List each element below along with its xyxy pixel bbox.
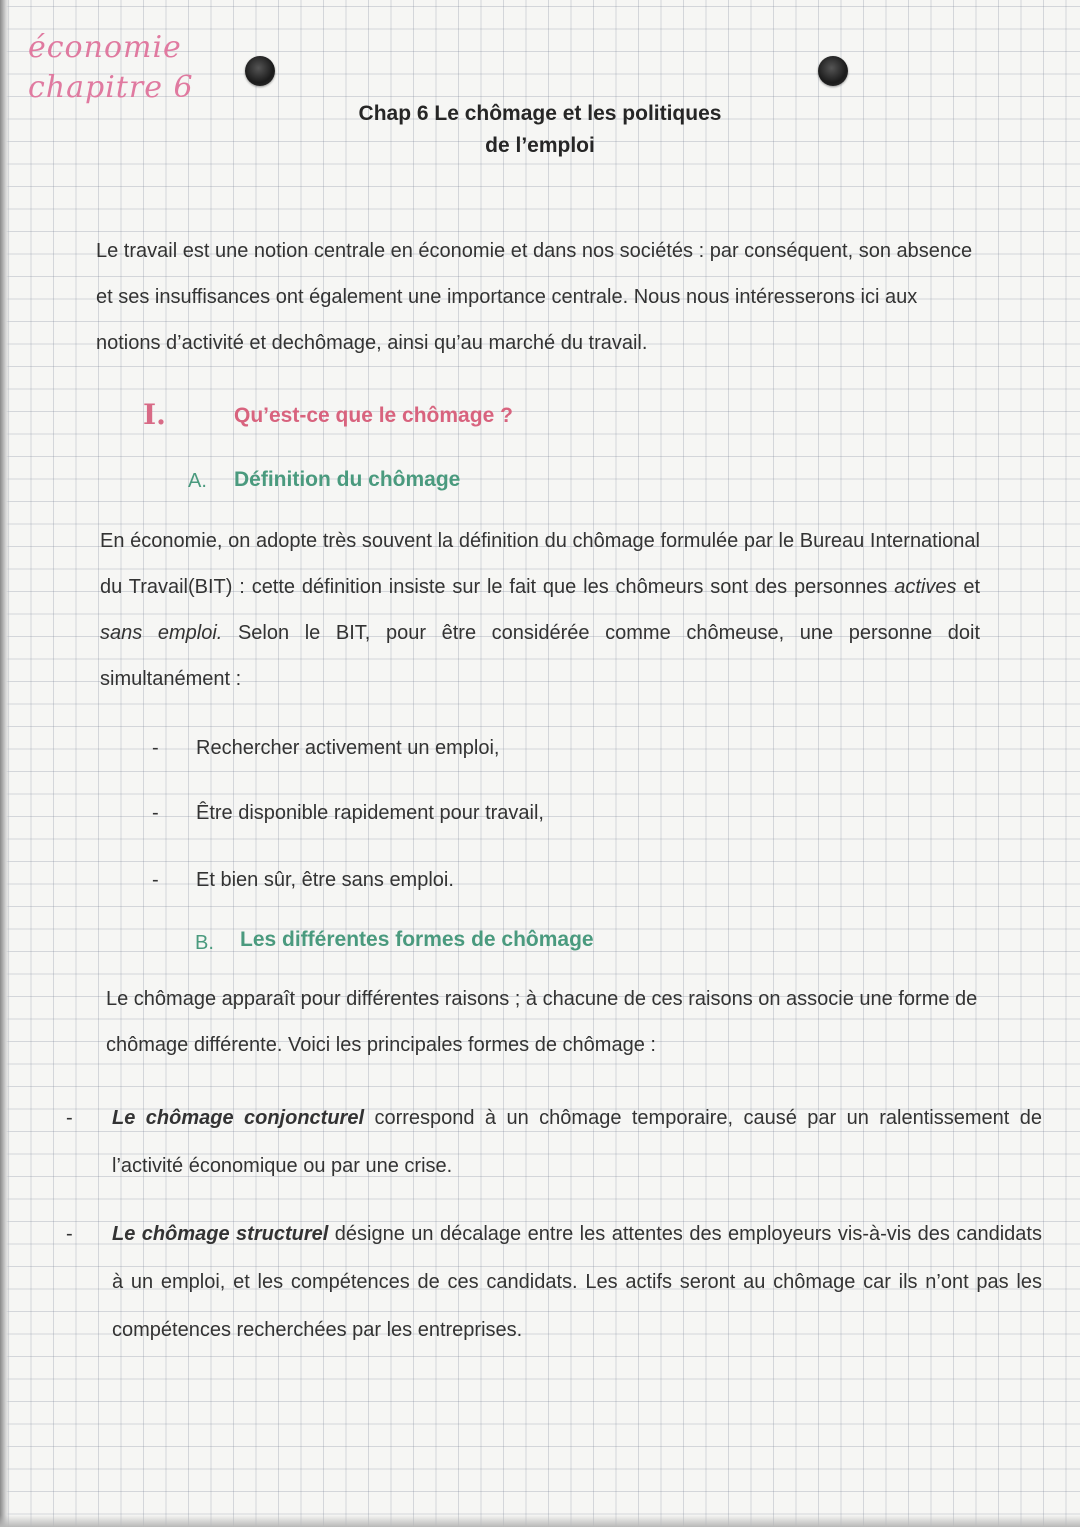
form-description: correspond à un chômage temporaire, causé par un ralentissement de l’activité économique ou par une crise. [112,1107,1043,1177]
punch-hole-icon [818,56,848,86]
dash-bullet: - [66,1107,73,1129]
definition-part3: Selon le BIT, pour être considérée comme chômeuse, une personne doit simultanément : [100,622,981,690]
page-left-edge [0,0,10,1527]
form-item-conjoncturel [66,1094,1043,1190]
page-bottom-edge [0,1515,1080,1527]
definition-part1: En économie, on adopte très souvent la définition du chômage formulée par le Bureau International du Travail(BIT) : cette définition insiste sur le fait que les chômeurs sont des personnes [100,530,980,598]
definition-emph-actives: actives [894,576,957,598]
definition-part2: et [956,576,980,598]
forms-intro-paragraph: Le chômage apparaît pour différentes raisons ; à chacune de ces raisons on associe une forme de chômage différente. Voici les principales formes de chômage : [106,988,978,1056]
page-title-line2: de l’emploi [485,134,595,157]
criteria-text: Être disponible rapidement pour travail, [196,802,544,824]
dash-bullet: - [66,1223,73,1245]
subsection-a-letter: A. [188,470,207,492]
form-description: désigne un décalage entre les attentes des employeurs vis-à-vis des candidats à un emploi, et les compétences de ces candidats. Les actifs seront au chômage car ils n’ont pas les compétences recherchées par les entreprises. [112,1223,1042,1341]
section-title: Qu’est-ce que le chômage ? [234,404,513,427]
definition-paragraph [100,518,980,702]
criteria-text: Rechercher activement un emploi, [196,737,500,759]
dash-bullet: - [152,737,159,759]
page-title-line1: Chap 6 Le chômage et les politiques [358,102,722,125]
margin-note-subject: économie [28,30,182,65]
form-term: Le chômage structurel [112,1223,329,1245]
form-term: Le chômage conjoncturel [112,1107,365,1129]
dash-bullet: - [152,869,159,891]
form-item-structurel [66,1210,1042,1354]
punch-hole-icon [245,56,275,86]
criteria-item [152,802,544,825]
criteria-item [152,737,500,760]
criteria-text: Et bien sûr, être sans emploi. [196,869,454,891]
margin-note-chapter: chapitre 6 [28,70,194,105]
subsection-a-title: Définition du chômage [234,468,461,491]
subsection-b-title: Les différentes formes de chômage [240,928,594,951]
section-number: I. [143,398,166,431]
definition-emph-sans-emploi: sans emploi. [100,622,223,644]
dash-bullet: - [152,802,159,824]
criteria-item [152,869,454,892]
subsection-b-letter: B. [195,932,214,954]
intro-paragraph: Le travail est une notion centrale en économie et dans nos sociétés : par conséquent, son absence et ses insuffisances ont également une importance centrale. Nous nous intéresserons ici aux notions d’activité et dechômage, ainsi qu’au marché du travail. [96,240,973,354]
